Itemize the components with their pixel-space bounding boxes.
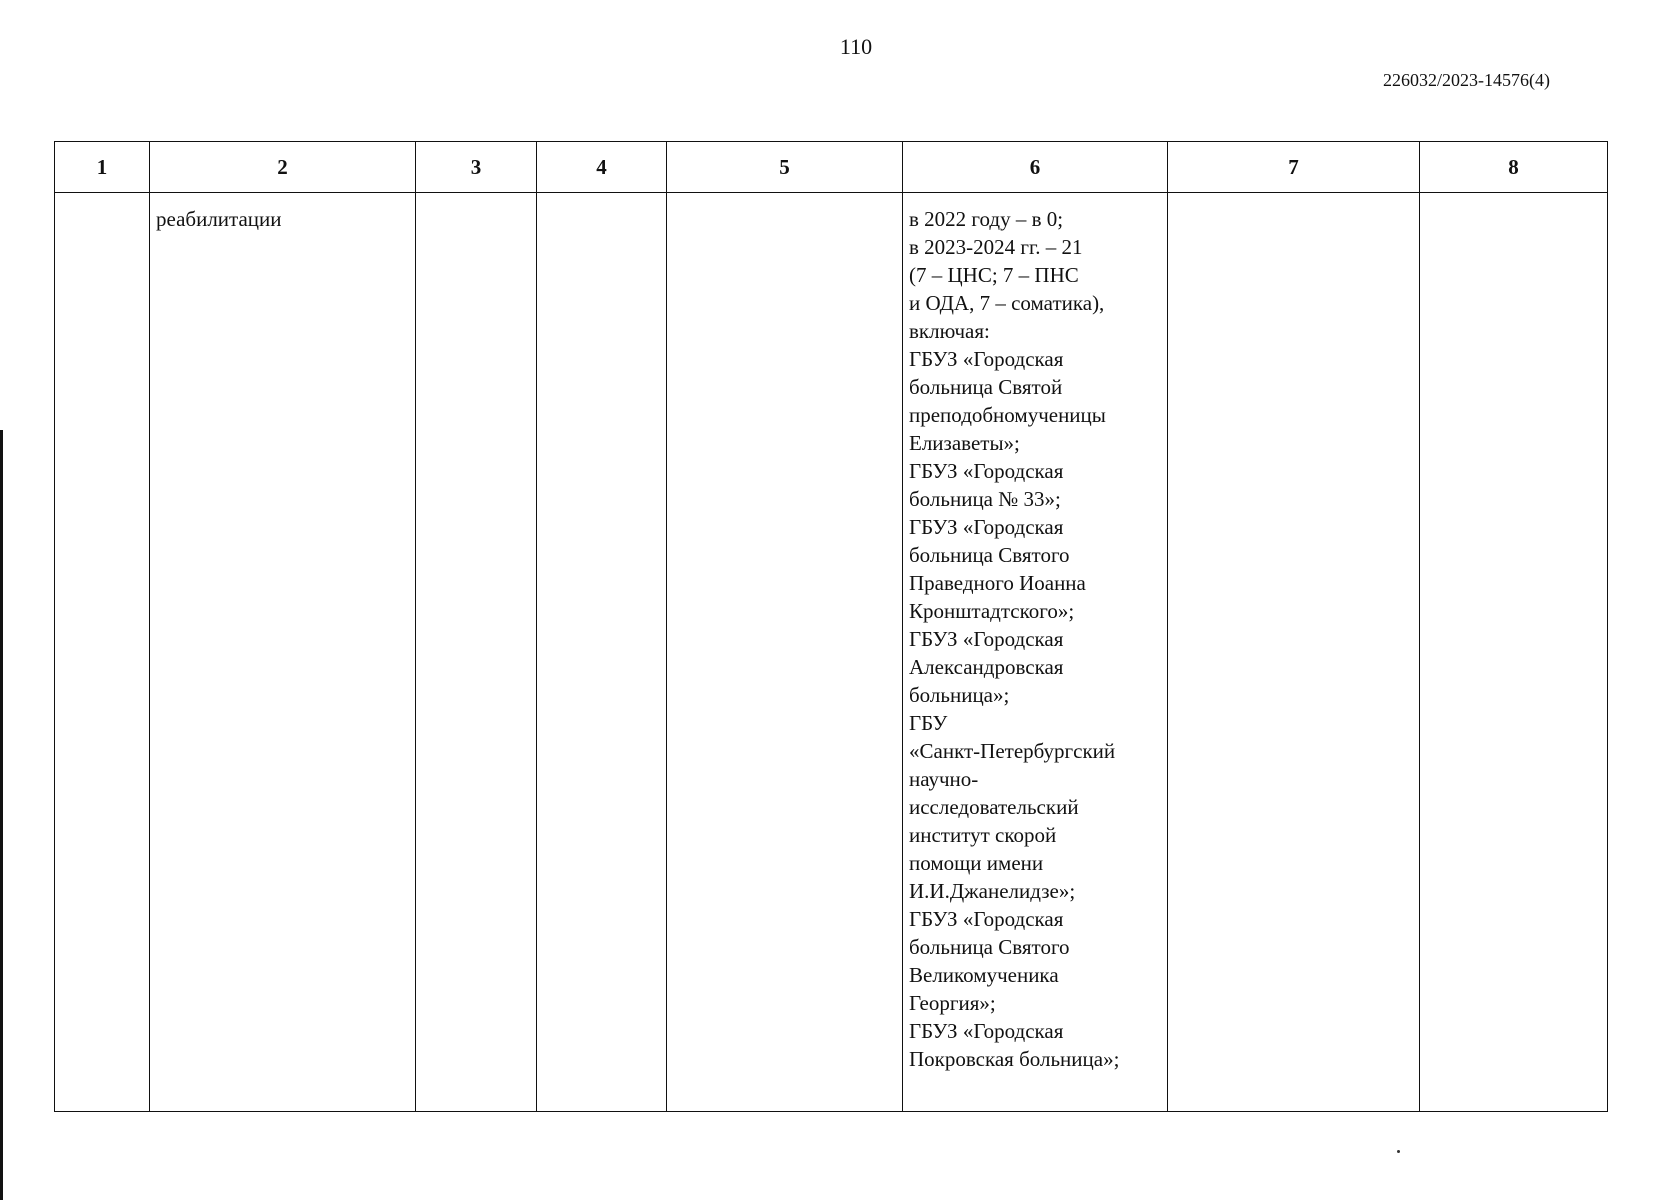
cell-text-col-8 [1420,193,1607,205]
cell-line: Александровская [909,655,1064,679]
cell-text-col-2: реабилитации [156,207,282,231]
cell-text-col-6 [903,193,1167,1073]
cell-text-col-3 [416,193,536,205]
cell-line: Кронштадтского»; [909,599,1075,623]
cell-text-col-5 [667,193,902,205]
cell-line: Покровская больница»; [909,1047,1120,1071]
table-row [55,193,1608,1112]
column-header-7: 7 [1168,142,1420,193]
cell-line: больница»; [909,683,1010,707]
cell-line: в 2022 году – в 0; [909,207,1064,231]
cell-line: ГБУЗ «Городская [909,459,1064,483]
cell-text-col-7 [1168,193,1419,205]
cell-line: ГБУ [909,711,948,735]
document-code: 226032/2023-14576(4) [1383,70,1550,90]
cell-line: и ОДА, 7 – соматика), [909,291,1105,315]
header-row [55,142,1608,193]
data-table [54,141,1608,1112]
cell-col-7 [1168,193,1420,1112]
cell-line: помощи имени [909,851,1044,875]
cell-line: больница № 33»; [909,487,1061,511]
cell-line: ГБУЗ «Городская [909,347,1064,371]
column-header-6: 6 [903,142,1168,193]
cell-text-col-1 [55,193,149,205]
cell-line: больница Святого [909,543,1070,567]
cell-line: больница Святой [909,375,1063,399]
cell-line: включая: [909,319,990,343]
column-header-4: 4 [537,142,667,193]
cell-text-col-4 [537,193,666,205]
cell-line: И.И.Джанелидзе»; [909,879,1076,903]
column-header-1: 1 [55,142,150,193]
cell-line: исследовательский [909,795,1079,819]
column-header-3: 3 [416,142,537,193]
cell-col-6 [903,193,1168,1112]
cell-line: Георгия»; [909,991,996,1015]
scan-edge-shadow [0,430,3,1200]
scan-speck [1397,1150,1400,1153]
cell-line: Великомученика [909,963,1059,987]
cell-col-5 [667,193,903,1112]
cell-col-4 [537,193,667,1112]
cell-col-1 [55,193,150,1112]
cell-line: преподобномученицы [909,403,1106,427]
cell-line: ГБУЗ «Городская [909,1019,1064,1043]
column-header-8: 8 [1420,142,1608,193]
cell-line: институт скорой [909,823,1057,847]
cell-line: ГБУЗ «Городская [909,907,1064,931]
cell-line: Праведного Иоанна [909,571,1086,595]
cell-col-3 [416,193,537,1112]
column-header-5: 5 [667,142,903,193]
column-header-2: 2 [150,142,416,193]
cell-col-2 [150,193,416,1112]
page-number: 110 [839,34,873,59]
cell-line: (7 – ЦНС; 7 – ПНС [909,263,1079,287]
cell-line: ГБУЗ «Городская [909,515,1064,539]
cell-line: научно- [909,767,979,791]
cell-line: в 2023-2024 гг. – 21 [909,235,1083,259]
cell-line: больница Святого [909,935,1070,959]
cell-line: ГБУЗ «Городская [909,627,1064,651]
cell-line: «Санкт-Петербургский [909,739,1116,763]
cell-col-8 [1420,193,1608,1112]
cell-line: Елизаветы»; [909,431,1020,455]
